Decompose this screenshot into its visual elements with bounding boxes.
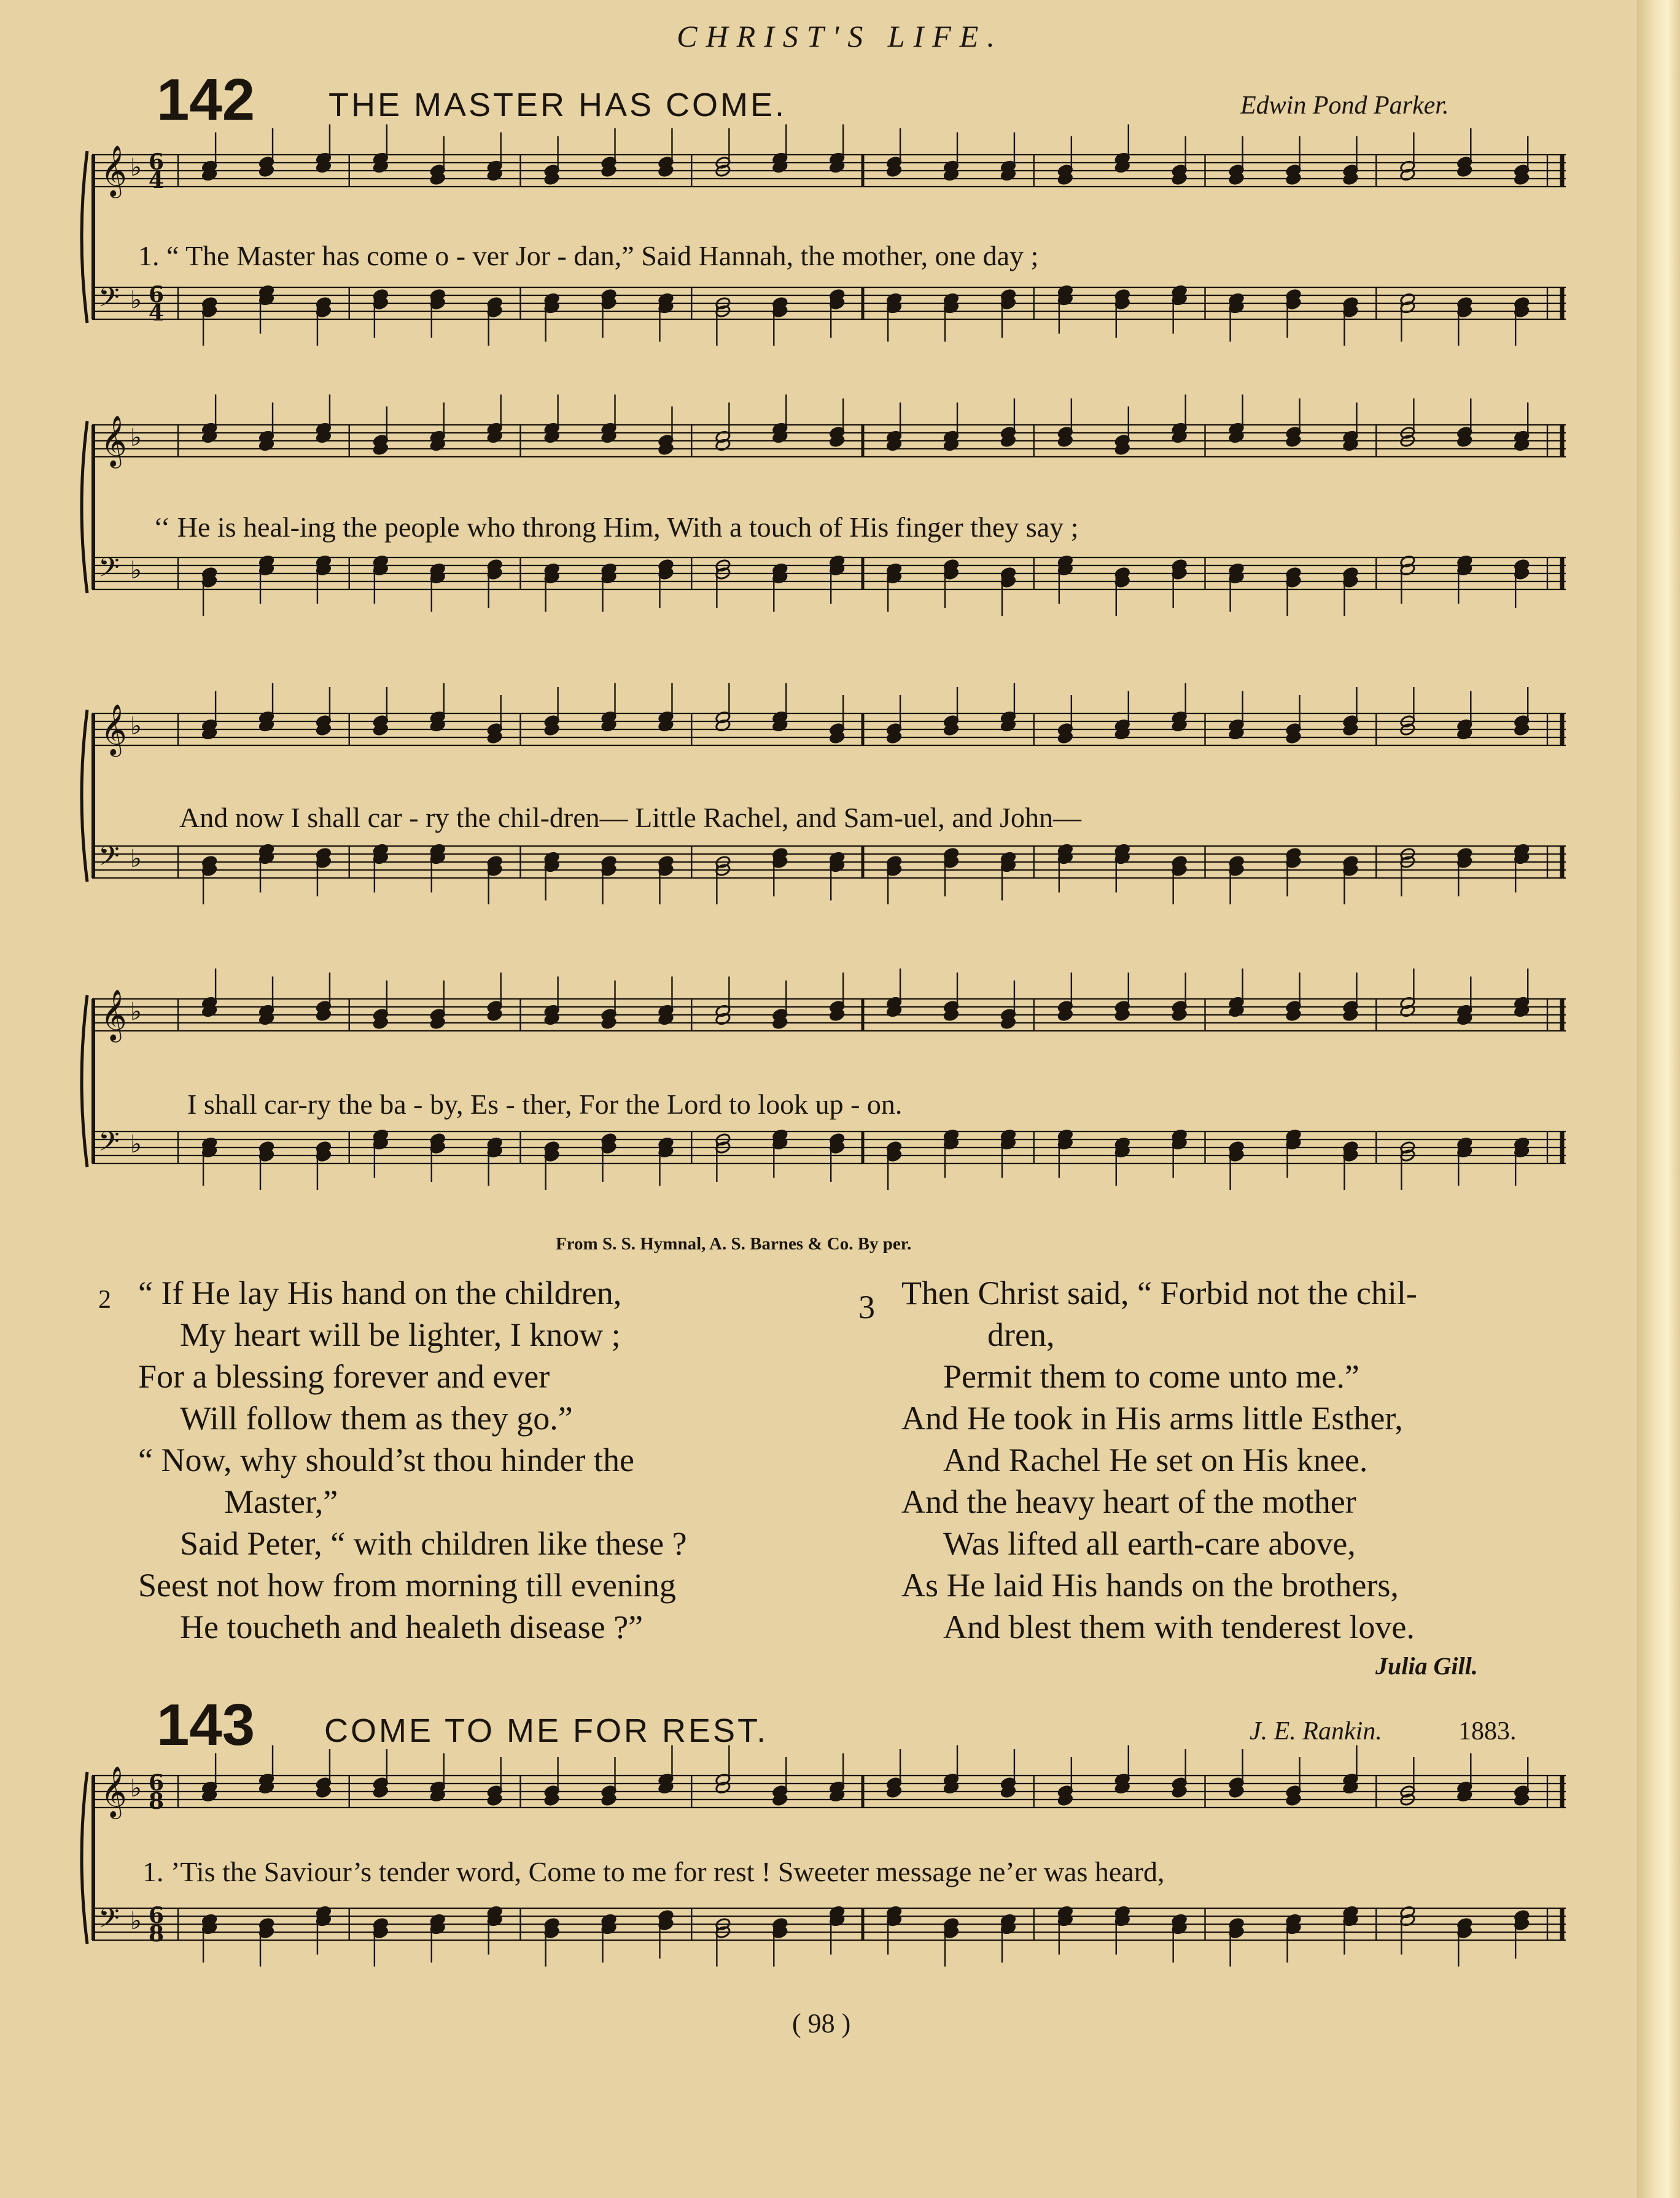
verse-2-line: My heart will be lighter, I know ; [180,1316,621,1353]
svg-text:♭: ♭ [130,1907,142,1935]
verse-3-line: And blest them with tenderest love. [943,1609,1415,1645]
page-number: ( 98 ) [792,2008,851,2038]
hymn-143-number: 143 [157,1692,255,1758]
svg-text:4: 4 [149,168,165,193]
verse-2-line: For a blessing forever and ever [138,1358,550,1395]
verse-3-line: Permit them to come unto me.” [943,1358,1359,1395]
svg-text:𝄞: 𝄞 [101,703,127,755]
verse-2-line: “ If He lay His hand on the children, [138,1275,622,1311]
svg-text:𝄢: 𝄢 [98,281,120,320]
svg-text:8: 8 [149,1921,165,1947]
svg-text:6: 6 [149,1903,165,1928]
page-edge [1637,0,1680,2198]
verse-3-line: Then Christ said, “ Forbid not the chil- [901,1275,1417,1311]
svg-text:𝄢: 𝄢 [98,1902,120,1941]
hymn-143-lyric-line-1: 1. ’Tis the Saviour’s tender word, Come to me for rest ! Sweeter message ne’er was heard, [142,1856,1165,1887]
svg-text:♭: ♭ [130,556,142,584]
hymn-143-title: COME TO ME FOR REST. [324,1712,769,1749]
svg-text:♭: ♭ [130,845,142,873]
verse-2-line: “ Now, why should’st thou hinder the [138,1442,634,1478]
hymn-142-author: Edwin Pond Parker. [1240,91,1449,120]
svg-text:♭: ♭ [130,1130,142,1159]
hymn-143-year: 1883. [1458,1717,1517,1746]
svg-text:♭: ♭ [130,153,142,182]
verse-3-line: Was lifted all earth-care above, [943,1525,1356,1562]
svg-text:𝄞: 𝄞 [101,988,127,1040]
verse-2-line: Master,” [224,1483,338,1520]
svg-text:𝄞: 𝄞 [101,414,127,466]
svg-text:♭: ♭ [130,286,142,314]
svg-text:4: 4 [149,300,165,326]
verse-2-line: Will follow them as they go.” [180,1400,573,1437]
svg-text:♭: ♭ [130,424,142,452]
hymn-142-lyric-line-3: And now I shall car - ry the chil-dren— Little Rachel, and Sam-uel, and John— [179,802,1082,833]
verse-3-line: And the heavy heart of the mother [901,1483,1356,1520]
hymn-142-lyric-line-1: 1. “ The Master has come o - ver Jor - dan,” Said Hannah, the mother, one day ; [138,240,1039,271]
running-head: CHRIST'S LIFE. [677,19,1003,53]
hymn-142-number: 142 [157,67,255,133]
verse-2 [138,1272,687,1648]
hymn-142-title: THE MASTER HAS COME. [329,87,787,123]
hymn-142-lyric-line-2: ‘‘ He is heal-ing the people who throng Him, With a touch of His finger they say ; [154,511,1079,543]
verse-2-number: 2 [98,1286,111,1314]
svg-text:𝄞: 𝄞 [101,1765,127,1817]
svg-text:♭: ♭ [130,998,142,1026]
hymn-142-lyric-line-4: I shall car-ry the ba - by, Es - ther, For the Lord to look up - on. [187,1089,903,1120]
verse-2-line: Said Peter, “ with children like these ? [180,1525,687,1562]
svg-text:6: 6 [149,149,165,175]
music-source-credit: From S. S. Hymnal, A. S. Barnes & Co. By per. [556,1234,912,1254]
verse-3 [901,1272,1417,1648]
svg-text:8: 8 [149,1788,165,1814]
verse-2-line: Seest not how from morning till evening [138,1567,676,1604]
svg-text:𝄞: 𝄞 [101,144,127,196]
verse-3-line: And He took in His arms little Esther, [901,1400,1403,1437]
verse-3-line: And Rachel He set on His knee. [943,1442,1368,1478]
hymn-143-author: J. E. Rankin. [1250,1717,1382,1746]
verse-3-line: As He laid His hands on the brothers, [901,1567,1399,1604]
verse-author: Julia Gill. [1375,1652,1478,1680]
svg-text:𝄢: 𝄢 [98,551,120,590]
svg-text:6: 6 [149,282,165,308]
svg-text:𝄢: 𝄢 [98,840,120,879]
svg-text:6: 6 [149,1770,165,1796]
svg-text:𝄢: 𝄢 [98,1125,120,1164]
svg-text:♭: ♭ [130,1774,142,1803]
svg-text:♭: ♭ [130,712,142,740]
verse-3-number: 3 [858,1289,875,1326]
verse-3-line: dren, [987,1316,1055,1353]
verse-2-line: He toucheth and healeth disease ?” [180,1609,644,1645]
